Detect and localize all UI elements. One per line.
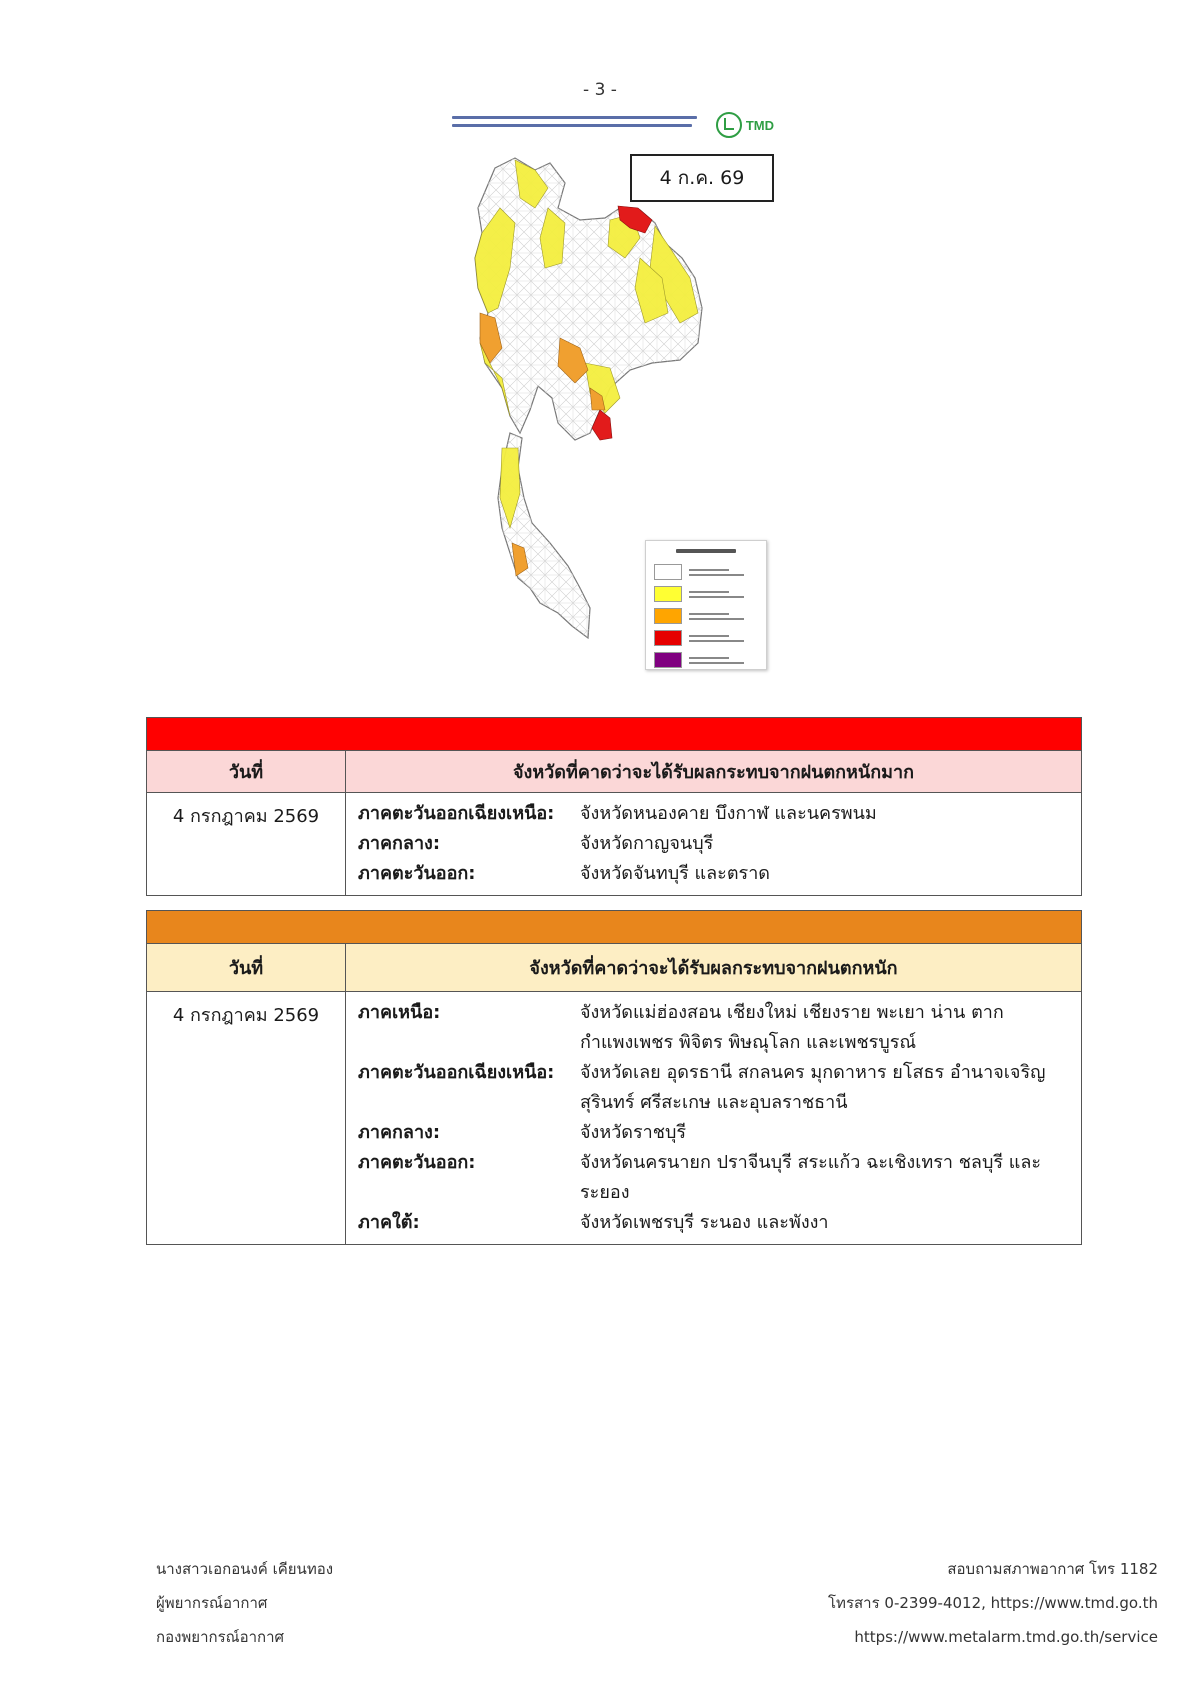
region-name: ภาคใต้: bbox=[358, 1212, 420, 1233]
agency-logo-icon bbox=[716, 112, 742, 138]
region-row bbox=[358, 859, 1071, 889]
legend-swatch bbox=[654, 652, 682, 668]
header-date: วันที่ bbox=[147, 944, 346, 991]
region-provinces: จังหวัดกาญจนบุรี bbox=[580, 833, 714, 854]
forecaster-title: ผู้พยากรณ์อากาศ bbox=[156, 1594, 268, 1612]
table-body bbox=[147, 992, 1081, 1244]
contact-fax-website[interactable]: โทรสาร 0-2399-4012, https://www.tmd.go.th bbox=[828, 1594, 1158, 1612]
header-provinces: จังหวัดที่คาดว่าจะได้รับผลกระทบจากฝนตกหนักมาก bbox=[512, 762, 914, 783]
header-provinces: จังหวัดที่คาดว่าจะได้รับผลกระทบจากฝนตกหนัก bbox=[529, 958, 898, 979]
legend-row-none bbox=[646, 561, 766, 583]
forecaster-signature-block bbox=[156, 1552, 333, 1654]
date-cell: 4 กรกฎาคม 2569 bbox=[147, 992, 346, 1244]
region-row bbox=[358, 1118, 1071, 1148]
legend-row-heavy bbox=[646, 583, 766, 605]
table-header bbox=[147, 944, 1081, 992]
region-provinces: จังหวัดหนองคาย บึงกาฬ และนครพนม bbox=[580, 803, 877, 824]
map-logos bbox=[716, 112, 774, 138]
regions-cell bbox=[346, 793, 1081, 895]
forecaster-division: กองพยากรณ์อากาศ bbox=[156, 1628, 285, 1646]
region-row bbox=[358, 799, 1071, 829]
region-provinces: จังหวัดราชบุรี bbox=[580, 1122, 687, 1143]
region-provinces: จังหวัดเลย อุดรธานี สกลนคร มุกดาหาร ยโสธร อำนาจเจริญ สุรินทร์ ศรีสะเกษ และอุบลราชธานี bbox=[580, 1062, 1046, 1113]
legend-swatch bbox=[654, 630, 682, 646]
region-provinces: จังหวัดจันทบุรี และตราด bbox=[580, 863, 770, 884]
region-name: ภาคกลาง: bbox=[358, 833, 441, 854]
legend-swatch bbox=[654, 564, 682, 580]
table-header bbox=[147, 751, 1081, 793]
header-date: วันที่ bbox=[147, 751, 346, 792]
very-heavy-rain-table bbox=[146, 717, 1082, 896]
region-row bbox=[358, 998, 1071, 1058]
regions-cell bbox=[346, 992, 1081, 1244]
map-header bbox=[440, 108, 780, 142]
region-provinces: จังหวัดแม่ฮ่องสอน เชียงใหม่ เชียงราย พะเยา น่าน ตาก กำแพงเพชร พิจิตร พิษณุโลก และเพชรบูรณ์ bbox=[580, 1002, 1004, 1053]
legend-swatch bbox=[654, 586, 682, 602]
region-row bbox=[358, 1208, 1071, 1238]
region-name: ภาคตะวันออกเฉียงเหนือ: bbox=[358, 1062, 555, 1083]
region-row bbox=[358, 1148, 1071, 1208]
rainfall-forecast-map bbox=[440, 108, 780, 678]
legend-row-very-heavy bbox=[646, 605, 766, 627]
legend-swatch bbox=[654, 608, 682, 624]
table-body bbox=[147, 793, 1081, 895]
contact-block bbox=[828, 1552, 1158, 1654]
region-name: ภาคเหนือ: bbox=[358, 1002, 441, 1023]
contact-service-link[interactable]: https://www.metalarm.tmd.go.th/service bbox=[854, 1628, 1158, 1646]
map-date-box: 4 ก.ค. 69 bbox=[630, 154, 774, 202]
heavy-rain-table bbox=[146, 910, 1082, 1245]
contact-phone: สอบถามสภาพอากาศ โทร 1182 bbox=[947, 1560, 1158, 1578]
legend-row-extreme-plus bbox=[646, 649, 766, 671]
map-caption-graphic bbox=[452, 116, 697, 132]
date-cell: 4 กรกฎาคม 2569 bbox=[147, 793, 346, 895]
red-alert-band bbox=[147, 718, 1081, 751]
tmd-logo-text: TMD bbox=[745, 117, 774, 133]
forecaster-name: นางสาวเอกอนงค์ เคียนทอง bbox=[156, 1560, 334, 1578]
legend-row-extreme bbox=[646, 627, 766, 649]
orange-alert-band bbox=[147, 911, 1081, 944]
page-number: - 3 - bbox=[583, 80, 617, 100]
map-legend bbox=[645, 540, 767, 670]
region-row bbox=[358, 829, 1071, 859]
region-name: ภาคตะวันออก: bbox=[358, 863, 476, 884]
region-name: ภาคกลาง: bbox=[358, 1122, 441, 1143]
region-row bbox=[358, 1058, 1071, 1118]
region-name: ภาคตะวันออก: bbox=[358, 1152, 476, 1173]
region-provinces: จังหวัดเพชรบุรี ระนอง และพังงา bbox=[580, 1212, 829, 1233]
region-name: ภาคตะวันออกเฉียงเหนือ: bbox=[358, 803, 555, 824]
region-provinces: จังหวัดนครนายก ปราจีนบุรี สระแก้ว ฉะเชิงเทรา ชลบุรี และระยอง bbox=[580, 1152, 1042, 1203]
